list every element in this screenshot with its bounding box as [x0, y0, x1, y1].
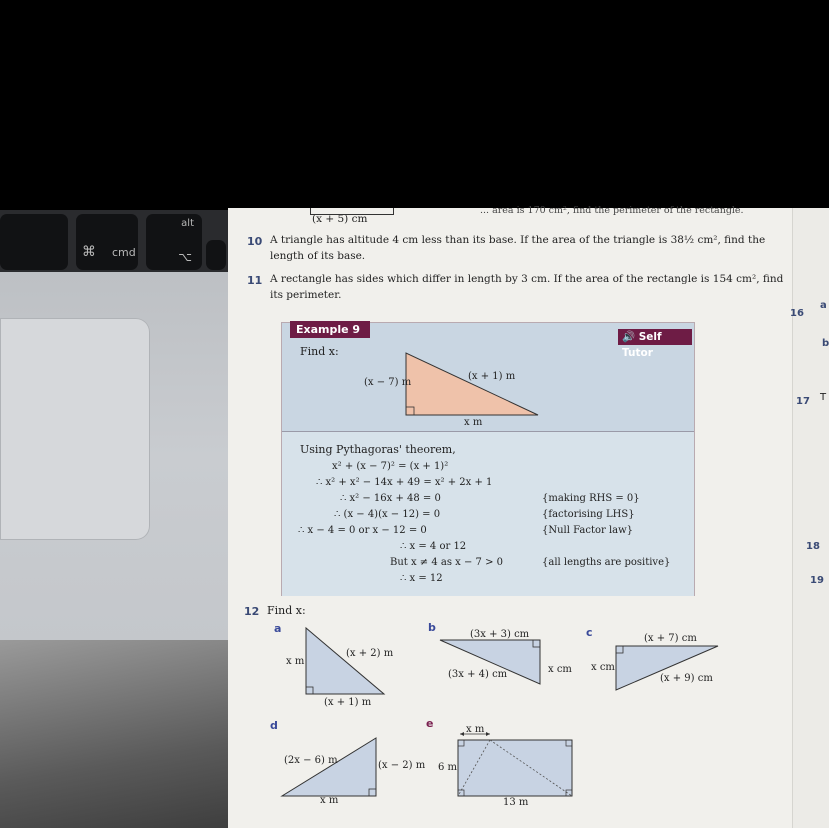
solution-intro: Using Pythagoras' theorem,: [300, 443, 456, 456]
example-hyp-label: (x + 1) m: [468, 371, 516, 382]
cmd-icon: ⌘: [82, 244, 96, 260]
q12c-hyp: (x + 9) cm: [660, 673, 713, 684]
top-cut-shape: [310, 208, 394, 215]
q12a-base: (x + 1) m: [324, 697, 372, 708]
q12e-side: 6 m: [438, 762, 458, 773]
self-tutor-label: Self Tutor: [622, 331, 662, 359]
solution-note-1: {making RHS = 0}: [542, 493, 640, 504]
q12d-hyp: (2x − 6) m: [284, 755, 338, 766]
q12e-base: 13 m: [503, 797, 529, 808]
example-box: [281, 322, 695, 596]
solution-line-5: ∴ x − 4 = 0 or x − 12 = 0: [298, 525, 427, 536]
q10-line2: length of its base.: [270, 250, 366, 262]
q12c-letter: c: [586, 626, 593, 639]
trackpad[interactable]: [0, 318, 150, 540]
top-cut-question: ... area is 170 cm², find the perimeter of the rectangle.: [480, 205, 744, 216]
right-page-18: 18: [806, 541, 820, 552]
q10-line1: A triangle has altitude 4 cm less than its base. If the area of the triangle is 38½ cm², find the: [270, 234, 766, 246]
q12e-top: x m: [466, 724, 485, 735]
right-page-b: b: [822, 338, 829, 349]
q12a-side: x m: [286, 656, 305, 667]
q10-number: 10: [247, 235, 263, 248]
solution-line-4: ∴ (x − 4)(x − 12) = 0: [334, 509, 441, 520]
top-cut-label: (x + 5) cm: [312, 213, 368, 225]
cmd-key-label: cmd: [112, 246, 136, 259]
right-page-17: 17: [796, 396, 810, 407]
q12-number: 12: [244, 605, 260, 618]
q11-number: 11: [247, 274, 263, 287]
q12a-hyp: (x + 2) m: [346, 648, 394, 659]
q12e-letter: e: [426, 717, 434, 730]
example-prompt: Find x:: [300, 345, 339, 358]
right-page-a: a: [820, 300, 827, 311]
option-icon: ⌥: [178, 250, 192, 264]
q12c-top: (x + 7) cm: [644, 633, 697, 644]
q12-diagrams: [228, 610, 792, 828]
right-page-16: 16: [790, 308, 804, 319]
cmd-key[interactable]: [76, 214, 138, 270]
right-page-T: T: [820, 392, 827, 403]
solution-note-3: {Null Factor law}: [542, 525, 634, 536]
example-label: Example 9: [290, 321, 370, 338]
solution-note-2: {factorising LHS}: [542, 509, 635, 520]
space-key[interactable]: [206, 240, 226, 270]
solution-line-7: But x ≠ 4 as x − 7 > 0: [390, 557, 504, 568]
alt-key[interactable]: [146, 214, 202, 270]
q12b-top: (3x + 3) cm: [470, 629, 530, 640]
q12d-base: x m: [320, 795, 339, 806]
q12d-letter: d: [270, 719, 278, 732]
q12b-hyp: (3x + 4) cm: [448, 669, 508, 680]
example-base-label: x m: [464, 417, 483, 428]
solution-line-8: ∴ x = 12: [400, 573, 443, 584]
q11-line1: A rectangle has sides which differ in length by 3 cm. If the area of the rectangle is 154 cm², find: [270, 273, 784, 285]
control-key[interactable]: [0, 214, 68, 270]
q12d-side: (x − 2) m: [378, 760, 426, 771]
solution-line-6: ∴ x = 4 or 12: [400, 541, 467, 552]
q12b-side: x cm: [548, 664, 572, 675]
solution-note-4: {all lengths are positive}: [542, 557, 671, 568]
speaker-icon: 🔊: [622, 331, 636, 343]
solution-line-2: ∴ x² + x² − 14x + 49 = x² + 2x + 1: [316, 477, 493, 488]
solution-line-1: x² + (x − 7)² = (x + 1)²: [332, 461, 449, 472]
q11-line2: its perimeter.: [270, 289, 342, 301]
q12-prompt: Find x:: [267, 604, 306, 617]
solution-line-3: ∴ x² − 16x + 48 = 0: [340, 493, 441, 504]
keyboard-row: [0, 210, 230, 272]
q12c-side: x cm: [591, 662, 615, 673]
alt-key-label: alt: [181, 218, 194, 229]
example-side-label: (x − 7) m: [364, 377, 412, 388]
q12a-letter: a: [274, 622, 282, 635]
q12b-letter: b: [428, 621, 436, 634]
right-page-19: 19: [810, 575, 824, 586]
